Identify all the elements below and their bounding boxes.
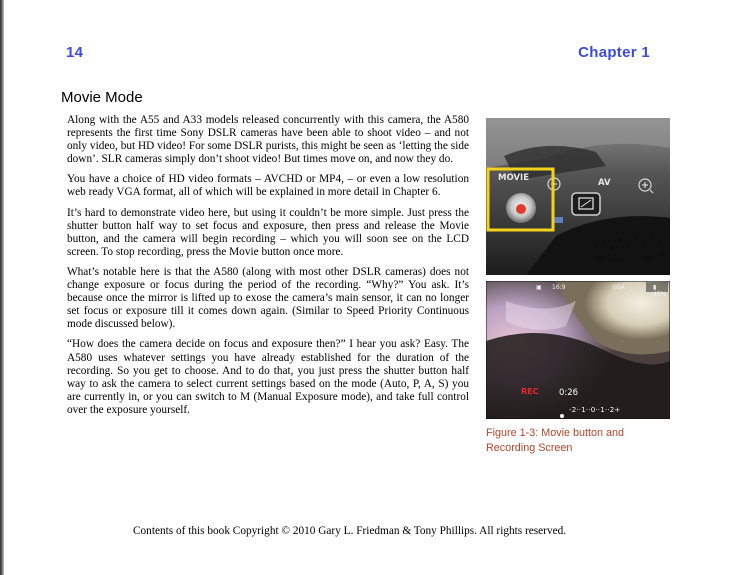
paragraph: What’s notable here is that the A580 (along with most other DSLR cameras) does not change exposure or focus during the period of the recording. “Why?” You ask. It’s because once the mirror is lifted up to exose the camera’s main sensor, it can no longer set focus or exposure till it comes down again. (Similar to Speed Priority Continuous mode discussed below). <box>67 265 469 331</box>
page-edge <box>0 0 4 575</box>
page-number: 14 <box>66 44 84 61</box>
exposure-indicator-icon <box>560 414 564 418</box>
exposure-scale: -2··1··0··1··2+ <box>569 406 621 414</box>
copyright-footer: Contents of this book Copyright © 2010 Gary L. Friedman & Tony Phillips. All rights reserved. <box>133 525 567 537</box>
paragraph: “How does the camera decide on focus and exposure then?” I hear you ask? Easy. The A580 uses whatever settings you have already established for the duration of the recording. So you get to choose. And to do that, you just press the shutter button half way to ask the camera to select current settings based on the mode (Auto, P, A, S) you are currently in, or you can switch to M (Manual Exposure mode), and take full control over the exposure yourself. <box>67 338 469 416</box>
recording-screen-photo <box>486 281 670 419</box>
lcd-battery: ▮ 45% <box>653 284 667 298</box>
recording-time: 0:26 <box>559 388 579 398</box>
paragraph: Along with the A55 and A33 models released concurrently with this camera, the A580 represents the first time Sony DSLR cameras have been able to shoot video – and not only video, but HD video! For some DSLR purists, this might be seen as ‘letting the side down’. SLR cameras simply don’t shoot video! But times move on, and now they do. <box>67 114 469 166</box>
recording-screen-illustration <box>486 281 670 419</box>
record-dot-icon <box>516 204 526 214</box>
paragraph: It’s hard to demonstrate video here, but using it couldn’t be more simple. Just press the shutter button half way to set focus and exposure, then press and release the Movie button, and the camera will begin recording – which you will soon see on the LCD screen. To stop recording, press the Movie button once more. <box>67 206 469 258</box>
camera-movie-button-photo <box>486 118 670 275</box>
chapter-label: Chapter 1 <box>578 44 650 61</box>
av-label: AV <box>598 178 611 188</box>
lcd-format: VGA <box>612 284 625 291</box>
lcd-status-icon: ▣ <box>536 284 542 291</box>
section-title: Movie Mode <box>61 89 143 106</box>
movie-label: MOVIE <box>498 173 530 183</box>
rec-indicator: REC <box>521 387 539 396</box>
camera-illustration <box>486 118 670 275</box>
figure-caption: Figure 1-3: Movie button and Recording Screen <box>486 427 625 454</box>
lcd-aspect-ratio: 16:9 <box>552 284 566 291</box>
body-text <box>67 114 469 424</box>
paragraph: You have a choice of HD video formats – AVCHD or MP4, – or even a low resolution web ready VGA format, all of which will be explained in more detail in Chapter 6. <box>67 173 469 199</box>
